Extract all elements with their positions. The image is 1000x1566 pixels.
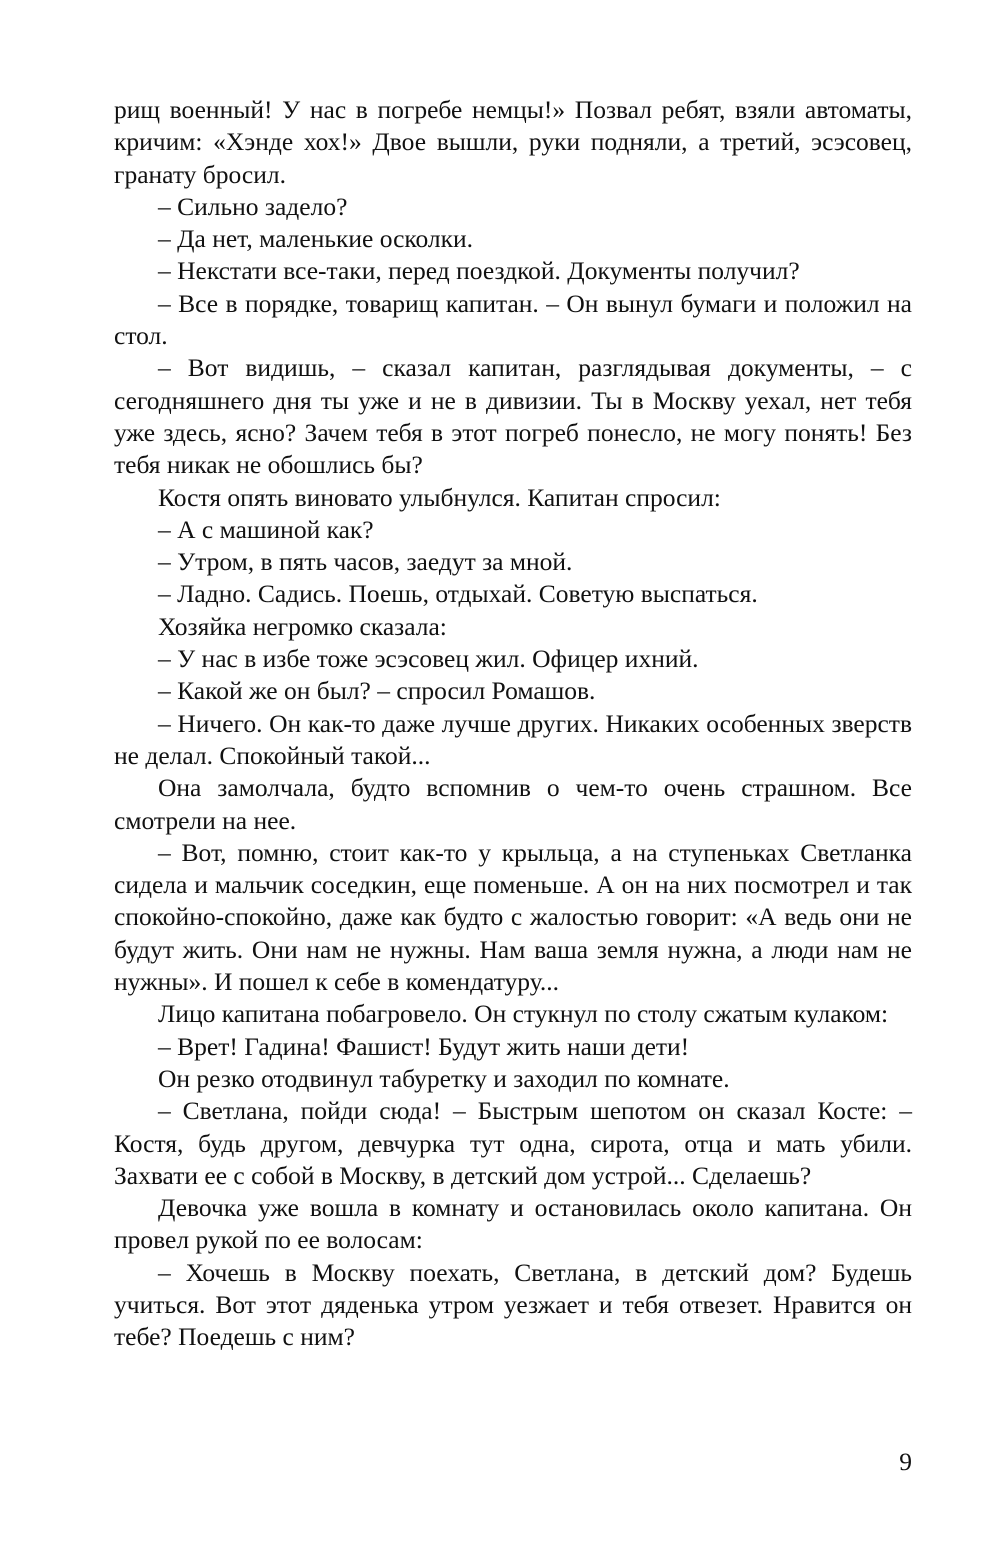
paragraph-20: – Светлана, пойди сюда! – Быстрым шепотом он сказал Косте: – Костя, будь другом, девчурка тут одна, сирота, отца и мать убили. Захвати ее с собой в Москву, в детский дом устрой... Сделаешь? bbox=[114, 1096, 912, 1190]
paragraph-3: – Да нет, маленькие осколки. bbox=[158, 224, 474, 254]
paragraph-4: – Некстати все-таки, перед поездкой. Документы получил? bbox=[158, 256, 800, 286]
paragraph-18: – Врет! Гадина! Фашист! Будут жить наши дети! bbox=[158, 1031, 690, 1061]
page-number: 9 bbox=[899, 1447, 912, 1476]
paragraph-10: – Ладно. Садись. Поешь, отдыхай. Советую выспаться. bbox=[158, 579, 758, 609]
page-body bbox=[114, 94, 912, 1354]
paragraph-8: – А с машиной как? bbox=[158, 514, 374, 544]
paragraph-14: – Ничего. Он как-то даже лучше других. Никаких особенных зверств не делал. Спокойный такой... bbox=[114, 708, 912, 770]
paragraph-7: Костя опять виновато улыбнулся. Капитан спросил: bbox=[158, 482, 721, 512]
paragraph-13: – Какой же он был? – спросил Ромашов. bbox=[158, 676, 596, 706]
paragraph-6: – Вот видишь, – сказал капитан, разглядывая документы, – с сегодняшнего дня ты уже и не в дивизии. Ты в Москву уехал, нет тебя уже здесь, ясно? Зачем тебя в этот погреб понесло, не могу понять! Без тебя никак не обошлись бы? bbox=[114, 353, 912, 480]
paragraph-5: – Все в порядке, товарищ капитан. – Он вынул бумаги и положил на стол. bbox=[114, 288, 912, 351]
paragraph-1: рищ военный! У нас в погребе немцы!» Позвал ребят, взяли автоматы, кричим: «Хэнде хох!» Двое вышли, руки подняли, а третий, эсэсовец, гранату бросил. bbox=[114, 95, 912, 189]
paragraph-16: – Вот, помню, стоит как-то у крыльца, а на ступеньках Светланка сидела и мальчик соседкин, еще поменьше. А он на них посмотрел и так спокойно-спокойно, даже как будто с жалостью говорит: «А ведь они не будут жить. Они нам не нужны. Нам ваша земля нужна, а люди нам не нужны». И пошел к себе в комендатуру... bbox=[114, 837, 912, 997]
paragraph-19: Он резко отодвинул табуретку и заходил по комнате. bbox=[158, 1063, 730, 1093]
paragraph-22: – Хочешь в Москву поехать, Светлана, в детский дом? Будешь учиться. Вот этот дяденька утром уезжает и тебя отвезет. Нравится он тебе? Поедешь с ним? bbox=[114, 1257, 912, 1352]
paragraph-17: Лицо капитана побагровело. Он стукнул по столу сжатым кулаком: bbox=[158, 999, 889, 1029]
paragraph-11: Хозяйка негромко сказала: bbox=[158, 611, 447, 641]
paragraph-2: – Сильно задело? bbox=[158, 191, 348, 221]
paragraph-9: – Утром, в пять часов, заедут за мной. bbox=[158, 547, 573, 577]
paragraph-12: – У нас в избе тоже эсэсовец жил. Офицер ихний. bbox=[158, 644, 699, 674]
paragraph-15: Она замолчала, будто вспомнив о чем-то очень страшном. Все смотрели на нее. bbox=[114, 773, 912, 835]
paragraph-21: Девочка уже вошла в комнату и остановилась около капитана. Он провел рукой по ее волосам: bbox=[114, 1193, 912, 1255]
